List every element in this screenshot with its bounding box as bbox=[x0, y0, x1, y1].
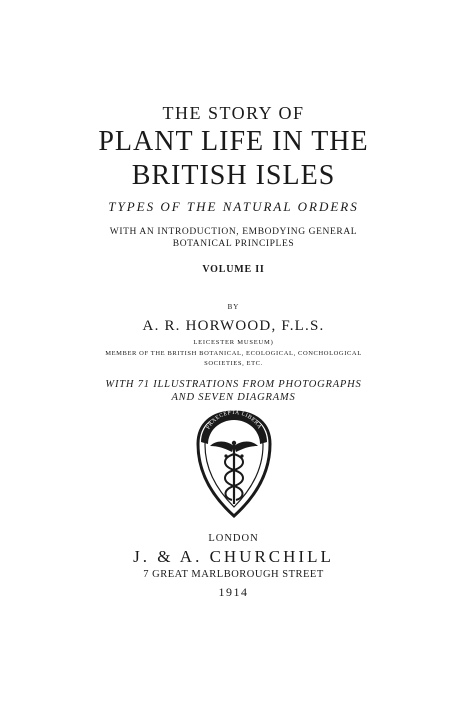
author-name: A. R. HORWOOD, F.L.S. bbox=[142, 318, 325, 334]
author-membership-line-1: MEMBER OF THE BRITISH BOTANICAL, ECOLOGICAL, CONCHOLOGICAL bbox=[105, 350, 362, 357]
title-line-2: PLANT LIFE IN THE bbox=[98, 126, 369, 157]
introduction-line-2: BOTANICAL PRINCIPLES bbox=[172, 239, 295, 249]
title-line-1: THE STORY OF bbox=[162, 103, 305, 123]
subtitle: TYPES OF THE NATURAL ORDERS bbox=[108, 199, 359, 214]
introduction-line-1: WITH AN INTRODUCTION, EMBODYING GENERAL bbox=[109, 227, 358, 237]
author-affiliation: LEICESTER MUSEUM) bbox=[193, 339, 274, 346]
title-line-3: BRITISH ISLES bbox=[131, 160, 336, 191]
author-membership-line-2: SOCIETIES, ETC. bbox=[204, 360, 263, 367]
imprint-year: 1914 bbox=[218, 585, 249, 599]
imprint-publisher: J. & A. CHURCHILL bbox=[133, 547, 334, 566]
emblem-motto: PRAECEPTA LIBERA bbox=[205, 409, 263, 431]
caduceus-shield-emblem-icon bbox=[192, 408, 276, 520]
imprint-address: 7 GREAT MARLBOROUGH STREET bbox=[143, 569, 324, 580]
imprint-city: LONDON bbox=[208, 533, 259, 544]
by-label: BY bbox=[227, 303, 240, 311]
illustrations-line-2: AND SEVEN DIAGRAMS bbox=[171, 392, 296, 403]
illustrations-line-1: WITH 71 ILLUSTRATIONS FROM PHOTOGRAPHS bbox=[105, 379, 362, 390]
volume-label: VOLUME II bbox=[202, 264, 265, 275]
